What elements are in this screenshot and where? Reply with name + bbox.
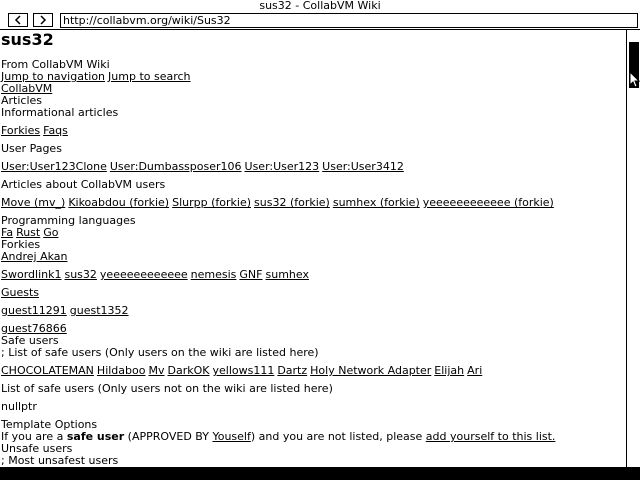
youself-link[interactable]: Youself bbox=[212, 430, 251, 443]
link-item[interactable]: Fa bbox=[1, 226, 14, 239]
page-content bbox=[0, 30, 626, 467]
prog-lang-heading: Programming languages bbox=[1, 214, 136, 227]
link-item[interactable]: User:User123Clone bbox=[1, 160, 107, 173]
link-item[interactable]: Mv bbox=[148, 364, 165, 377]
link-item[interactable]: User:Dumbassposer106 bbox=[109, 160, 242, 173]
link-item[interactable]: Andrej Akan bbox=[1, 250, 68, 263]
link-item[interactable]: Rust bbox=[16, 226, 41, 239]
from-line: From CollabVM Wiki bbox=[1, 58, 110, 71]
most-unsafe-note: ; Most unsafest users bbox=[1, 454, 119, 467]
forkies-heading: Forkies bbox=[1, 238, 41, 251]
chevron-left-icon bbox=[13, 15, 23, 25]
user-links bbox=[1, 161, 404, 173]
link-item[interactable]: guest1352 bbox=[69, 304, 129, 317]
link-item[interactable]: Slurpp (forkie) bbox=[172, 196, 252, 209]
collabvm-link[interactable]: CollabVM bbox=[1, 82, 53, 95]
url-bar[interactable]: http://collabvm.org/wiki/Sus32 bbox=[60, 13, 638, 28]
guests-link[interactable]: Guests bbox=[1, 286, 40, 299]
safe-list-note: ; List of safe users (Only users on the wiki are listed here) bbox=[1, 346, 319, 359]
forkie-links bbox=[1, 269, 309, 281]
add-yourself-link[interactable]: add yourself to this list. bbox=[425, 430, 556, 443]
link-item[interactable]: yeeeeeeeeeeee bbox=[99, 268, 188, 281]
link-item[interactable]: Kikoabdou (forkie) bbox=[68, 196, 170, 209]
link-item[interactable]: Swordlink1 bbox=[1, 268, 62, 281]
link-item[interactable]: User:User3412 bbox=[322, 160, 404, 173]
page-title: sus32 bbox=[1, 30, 54, 49]
nullptr-text: nullptr bbox=[1, 400, 37, 413]
link-item[interactable]: yeeeeeeeeeeee (forkie) bbox=[422, 196, 554, 209]
link-item[interactable]: Holy Network Adapter bbox=[310, 364, 432, 377]
jump-to-search-link[interactable]: Jump to search bbox=[108, 70, 191, 83]
link-item[interactable]: Elijah bbox=[434, 364, 465, 377]
safe-not-wiki-note: List of safe users (Only users not on the wiki are listed here) bbox=[1, 382, 333, 395]
unsafe-users-heading: Unsafe users bbox=[1, 442, 73, 455]
link-item[interactable]: Dartz bbox=[277, 364, 308, 377]
link-item[interactable]: DarkOK bbox=[167, 364, 210, 377]
notice-bold: safe user bbox=[66, 430, 125, 443]
jump-to-navigation-link[interactable]: Jump to navigation bbox=[1, 70, 106, 83]
safe-links bbox=[1, 365, 482, 377]
template-options-heading: Template Options bbox=[1, 418, 98, 431]
link-item[interactable]: Faqs bbox=[43, 124, 68, 137]
link-item[interactable]: Forkies bbox=[1, 124, 41, 137]
link-item[interactable]: nemesis bbox=[190, 268, 237, 281]
link-item[interactable]: CHOCOLATEMAN bbox=[1, 364, 94, 377]
notice-text: If you are a bbox=[1, 430, 67, 443]
link-item[interactable]: yellows111 bbox=[212, 364, 275, 377]
link-item[interactable]: sumhex bbox=[265, 268, 309, 281]
about-links bbox=[1, 197, 554, 209]
link-item[interactable]: sumhex (forkie) bbox=[332, 196, 420, 209]
link-item[interactable]: sus32 bbox=[64, 268, 97, 281]
back-button[interactable] bbox=[8, 13, 28, 27]
safe-user-notice bbox=[1, 431, 555, 443]
safe-users-heading: Safe users bbox=[1, 334, 59, 347]
notice-text: (APPROVED BY bbox=[124, 430, 213, 443]
guest-links bbox=[1, 305, 129, 317]
info-links bbox=[1, 125, 68, 137]
link-item[interactable]: Move (mv_) bbox=[1, 196, 66, 209]
link-item[interactable]: GNF bbox=[239, 268, 263, 281]
browser-toolbar bbox=[0, 12, 640, 30]
forward-button[interactable] bbox=[33, 13, 53, 27]
chevron-right-icon bbox=[38, 15, 48, 25]
link-item[interactable]: guest76866 bbox=[1, 322, 67, 335]
bottom-bar bbox=[0, 467, 640, 480]
link-item[interactable]: Ari bbox=[467, 364, 483, 377]
vertical-scrollbar[interactable] bbox=[626, 30, 640, 467]
user-pages-heading: User Pages bbox=[1, 142, 62, 155]
info-articles-heading: Informational articles bbox=[1, 106, 119, 119]
window-title: sus32 - CollabVM Wiki bbox=[0, 0, 640, 12]
link-item[interactable]: guest11291 bbox=[1, 304, 67, 317]
mouse-cursor-icon bbox=[630, 72, 640, 88]
link-item[interactable]: User:User123 bbox=[244, 160, 320, 173]
articles-heading: Articles bbox=[1, 94, 43, 107]
link-item[interactable]: sus32 (forkie) bbox=[254, 196, 330, 209]
link-item[interactable]: Go bbox=[43, 226, 59, 239]
about-users-heading: Articles about CollabVM users bbox=[1, 178, 166, 191]
link-item[interactable]: Hildaboo bbox=[96, 364, 146, 377]
notice-text: ) and you are not listed, please bbox=[250, 430, 426, 443]
